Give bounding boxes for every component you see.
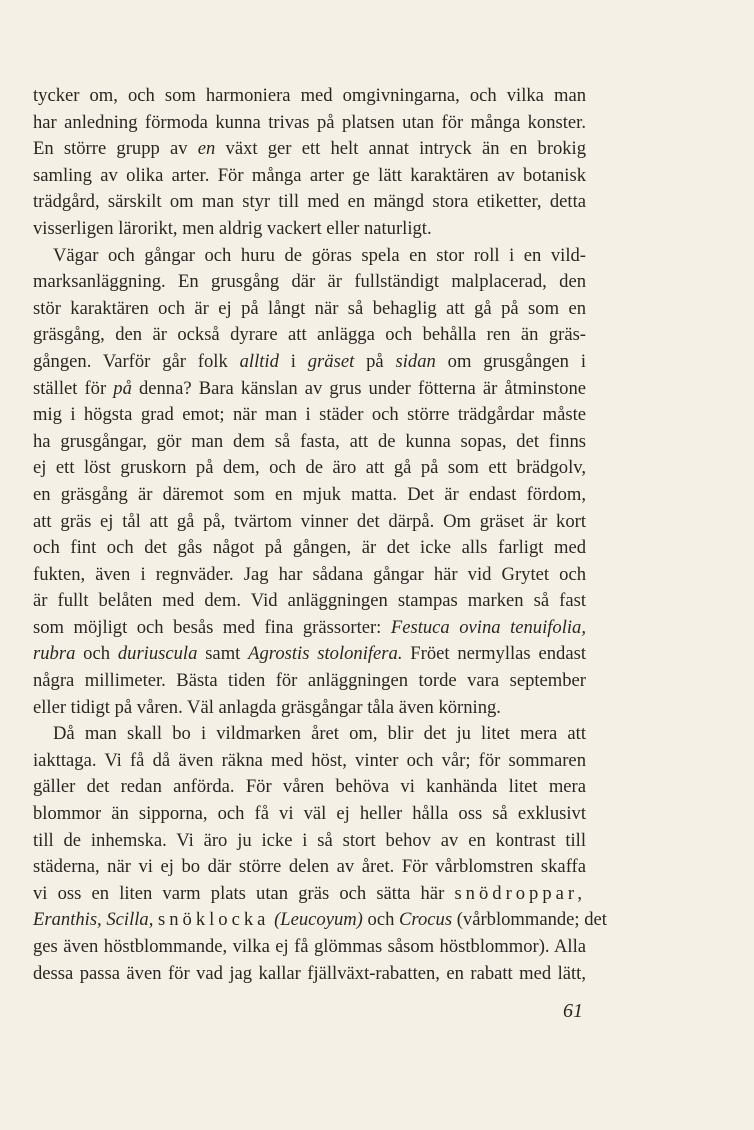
italic-text: Festuca ovina tenuifolia, [390,616,586,638]
text-line [33,243,586,270]
text-line [33,801,586,828]
italic-text: Crocus [399,909,453,931]
text-segment: iakttaga. Vi få då även räkna med höst, vinter och vår; för sommaren [33,749,586,771]
text-line [33,402,586,429]
text-segment: till de inhemska. Vi äro ju icke i så stort behov av en kontrast till [33,829,586,851]
text-segment: ges även höstblommande, vilka ej få glömmas såsom höstblommor). Alla [33,936,586,957]
text-line [33,136,586,163]
text-segment: ej ett löst gruskorn på dem, och de äro att gå på som ett brädgolv, [33,457,586,479]
text-line [33,376,586,403]
text-segment: visserligen lärorikt, men aldrig vackert eller naturligt. [33,217,432,239]
text-segment: marksanläggning. En grusgång där är fullständigt malplacerad, den [33,271,586,293]
text-line [33,269,586,296]
text-segment: städerna, när vi ej bo där större delen av året. För vårblomstren skaffa [33,856,586,878]
text-segment: om grusgången i [435,350,586,372]
text-line [33,721,586,748]
text-segment: Då man skall bo i vildmarken året om, blir det ju litet mera att [53,723,586,745]
spaced-text: snödroppar, [454,882,586,904]
text-line [33,216,586,243]
text-line [33,429,586,456]
spaced-text: snöklocka [158,909,270,931]
text-segment: (vårblommande; det [452,909,607,931]
text-line [33,615,586,642]
text-line [33,189,586,216]
text-segment: en gräsgång är däremot som en mjuk matta. Det är endast fördom, [33,483,586,505]
text-line [33,854,586,881]
text-segment: denna? Bara känslan av grus under fötterna är åtminstone [131,377,586,399]
italic-text: alltid [239,350,279,372]
text-segment: tycker om, och som harmoniera med omgivningarna, och vilka man [33,85,586,106]
text-segment: ha grusgångar, gör man dem så fasta, att de kunna sopas, det finns [33,430,586,452]
text-segment: samt [197,643,249,665]
text-segment: några millimeter. Bästa tiden för anläggningen torde vara september [33,670,586,692]
text-line [33,907,607,934]
text-segment: gräsgång, den är också dyrare att anlägga och behålla ren än gräs- [33,324,586,346]
text-line [33,881,586,908]
text-segment: och [362,909,400,931]
text-line [33,668,586,695]
text-segment: vi oss en liten varm plats utan gräs och sätta här [33,882,455,904]
text-segment: blommor än sipporna, och få vi väl ej heller hålla oss så exklusivt [33,803,586,825]
text-segment: samling av olika arter. För många arter ge lätt karaktären av botanisk [33,164,586,186]
text-line [33,774,586,801]
page-number: 61 [563,1000,583,1022]
italic-text: duriuscula [117,643,198,665]
text-segment: fukten, även i regnväder. Jag har sådana gångar här vid Grytet och [33,563,586,585]
text-segment: stället för [33,377,114,399]
text-segment: och [75,643,118,665]
text-segment: att gräs ej tål att gå på, tvärtom vinner det därpå. Om gräset är kort [33,510,586,532]
text-segment: Vägar och gångar och huru de göras spela en stor roll i en vild- [53,244,586,266]
text-line [33,322,586,349]
body-text [33,83,607,987]
text-line [33,641,586,668]
text-line [33,110,586,137]
text-line [33,535,586,562]
italic-text: rubra [33,643,76,665]
italic-text: Agrostis stolonifera. [248,643,403,665]
text-segment: i [278,350,308,372]
italic-text: (Leucoyum) [274,909,363,931]
text-line [33,748,586,775]
italic-text: på [113,377,132,399]
text-line [33,455,586,482]
text-line [33,163,586,190]
text-segment: stör karaktären och är ej på långt när så behaglig att gå på som en [33,297,586,319]
text-line [33,934,586,961]
book-page [33,83,607,987]
text-line [33,482,586,509]
text-segment: eller tidigt på våren. Väl anlagda gräsgångar tåla även körning. [33,696,501,718]
text-segment: gången. Varför går folk [33,350,240,372]
text-segment: har anledning förmoda kunna trivas på platsen utan för många konster. [33,111,586,133]
text-line [33,828,586,855]
text-line [33,588,586,615]
italic-text: en [197,138,216,160]
text-segment: är fullt belåten med dem. Vid anläggningen stampas marken så fast [33,590,586,612]
text-line [33,296,586,323]
text-segment: mig i högsta grad emot; när man i städer och större trädgårdar måste [33,404,586,426]
text-line [33,83,586,110]
text-line [33,961,586,988]
text-segment: på [354,350,396,372]
text-line [33,509,586,536]
italic-text: sidan [395,350,436,372]
text-segment: som möjligt och besås med fina grässorter: [33,616,391,638]
italic-text: Eranthis, Scilla, [33,909,154,931]
text-line [33,562,586,589]
text-segment: växt ger ett helt annat intryck än en brokig [215,138,587,160]
italic-text: gräset [307,350,355,372]
text-line [33,349,586,376]
text-segment: trädgård, särskilt om man styr till med en mängd stora etiketter, detta [33,191,586,213]
text-segment: dessa passa även för vad jag kallar fjällväxt-rabatten, en rabatt med lätt, [33,962,586,984]
text-segment: Fröet nermyllas endast [402,643,586,665]
text-line [33,695,586,722]
text-segment: och fint och det gås något på gången, är det icke alls farligt med [33,537,586,559]
text-segment: En större grupp av [33,138,198,160]
text-segment: gäller det redan anförda. För våren behöva vi kanhända litet mera [33,776,586,798]
